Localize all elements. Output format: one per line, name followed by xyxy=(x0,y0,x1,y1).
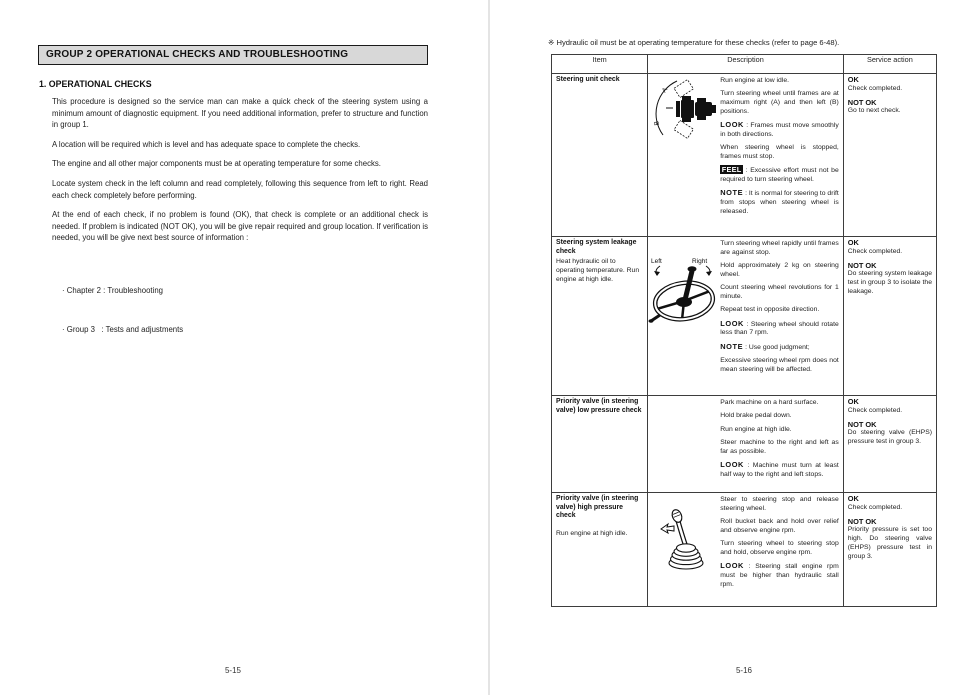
desc-paragraph: NOTE : Use good judgment; xyxy=(720,341,810,351)
not-ok-text: Priority pressure is set too high. Do steering valve (EHPS) pressure test in group 3. xyxy=(847,526,932,560)
desc-paragraph: Hold brake pedal down. xyxy=(720,412,792,420)
not-ok-label: NOT OK xyxy=(847,97,877,107)
not-ok-group xyxy=(848,99,932,117)
bullet-chapter-2: · Chapter 2 : Troubleshooting xyxy=(62,285,163,295)
desc-paragraph: Turn steering wheel to steering stop and hold, observe engine rpm. xyxy=(720,540,839,556)
table-row-priority-valve-high-pressure-check xyxy=(552,493,937,607)
bullet-group-3: · Group 3 : Tests and adjustments xyxy=(62,324,184,334)
not-ok-text: Go to next check. xyxy=(847,107,901,115)
item-title: Priority valve (in steering valve) high pressure check xyxy=(556,495,639,520)
ok-group xyxy=(848,76,932,94)
not-ok-group xyxy=(848,518,932,562)
ok-label: OK xyxy=(847,75,859,84)
figure-label-left: Left xyxy=(651,258,663,265)
note-label: NOTE xyxy=(720,341,744,351)
empty-figure-area xyxy=(648,396,720,492)
desc-paragraph: LOOK : Steering wheel should rotate less than 7 rpm. xyxy=(720,318,839,337)
page-number-right: 5-16 xyxy=(735,666,752,675)
description-cell xyxy=(648,237,844,396)
ok-group xyxy=(848,495,932,513)
desc-paragraph: Steer machine to the right and left as far as possible. xyxy=(720,438,839,455)
section-heading: 1. OPERATIONAL CHECKS xyxy=(39,79,152,89)
item-title: Steering unit check xyxy=(556,76,620,83)
desc-paragraph: Steer to steering stop and release steering wheel. xyxy=(720,496,839,512)
steering-wheel-figure xyxy=(648,237,720,395)
description-cell xyxy=(648,74,844,237)
operational-checks-table xyxy=(551,54,937,607)
item-title: Priority valve (in steering valve) low pressure check xyxy=(556,398,642,414)
group-title-bar xyxy=(38,45,428,65)
body-paragraph: Locate system check in the left column and read completely, following this sequence from left to right. Read each check completely before performing. xyxy=(52,178,428,200)
desc-paragraph: Run engine at low idle. xyxy=(720,77,790,84)
figure-label-a: A xyxy=(661,86,670,95)
not-ok-label: NOT OK xyxy=(847,260,877,270)
desc-paragraph: Repeat test in opposite direction. xyxy=(720,306,820,314)
item-cell xyxy=(552,493,648,607)
group-title: GROUP 2 OPERATIONAL CHECKS AND TROUBLESHOOTING xyxy=(46,49,349,60)
item-subtext: Run engine at high idle. xyxy=(556,530,628,538)
ok-text: Check completed. xyxy=(847,406,903,414)
desc-paragraph: Park machine on a hard surface. xyxy=(720,399,819,406)
right-page xyxy=(548,38,940,607)
item-cell xyxy=(552,396,648,493)
description-text xyxy=(720,237,843,395)
ok-text: Check completed. xyxy=(847,503,903,511)
ok-label: OK xyxy=(847,238,859,247)
figure-label-b: B xyxy=(653,120,662,126)
desc-paragraph: LOOK : Machine must turn at least half way to the right and left stops. xyxy=(720,459,839,478)
table-header-row xyxy=(552,55,937,74)
desc-paragraph: Turn steering wheel rapidly until frames are against stop. xyxy=(720,240,839,256)
desc-paragraph: NOTE : It is normal for steering to drift from stops when steering wheel is released. xyxy=(720,188,839,216)
service-action-cell xyxy=(843,74,936,237)
header-description: Description xyxy=(648,55,844,74)
page-divider xyxy=(488,0,490,695)
ok-group xyxy=(848,398,932,416)
description-cell xyxy=(648,396,844,493)
item-cell xyxy=(552,74,648,237)
desc-paragraph: Count steering wheel revolutions for 1 minute. xyxy=(720,284,839,300)
desc-paragraph: FEEL : Excessive effort must not be required to turn steering wheel. xyxy=(720,165,839,184)
ok-text: Check completed. xyxy=(847,84,903,92)
desc-paragraph: LOOK : Frames must move smoothly in both directions. xyxy=(720,120,839,138)
desc-paragraph: Hold approximately 2 kg on steering wheel. xyxy=(720,262,839,278)
table-row-priority-valve-low-pressure-check xyxy=(552,396,937,493)
look-label: LOOK xyxy=(720,120,744,130)
description-cell xyxy=(648,493,844,607)
body-paragraph: This procedure is designed so the service man can make a quick check of the steering system using a minimum amount of diagnostic equipment. If you need additional information, prefer to structure and function in group 1. xyxy=(52,97,428,130)
ok-label: OK xyxy=(847,494,859,503)
reference-list xyxy=(62,258,428,362)
not-ok-group xyxy=(848,421,932,447)
hydraulic-oil-note: ※ Hydraulic oil must be at operating temperature for these checks (refer to page 6-48). xyxy=(548,38,840,47)
table-row-steering-system-leakage-check xyxy=(552,237,937,396)
machine-top-view-figure xyxy=(648,74,720,236)
page-number-left: 5-15 xyxy=(224,666,241,675)
item-cell xyxy=(552,237,648,396)
description-text xyxy=(720,74,843,236)
desc-paragraph: Run engine at high idle. xyxy=(720,425,792,433)
service-action-cell xyxy=(843,237,936,396)
feel-label: FEEL xyxy=(721,165,742,175)
service-action-cell xyxy=(843,396,936,493)
not-ok-text: Do steering valve (EHPS) pressure test in group 3. xyxy=(847,429,932,446)
not-ok-label: NOT OK xyxy=(847,516,877,526)
body-paragraph: The engine and all other major components must be at operating temperature for some checks. xyxy=(52,159,381,169)
body-paragraph: A location will be required which is level and has adequate space to complete the checks. xyxy=(52,139,361,149)
desc-paragraph: Roll bucket back and hold over relief and observe engine rpm. xyxy=(720,518,839,534)
item-title: Steering system leakage check xyxy=(556,239,637,255)
body-paragraph: At the end of each check, if no problem is found (OK), that check is complete or an additional check is needed. If problem is indicated (NOT OK), you will be give repair required and group location. If verification is needed, you will be give next best source of information : xyxy=(52,210,428,243)
look-label: LOOK xyxy=(720,561,744,571)
not-ok-text: Do steering system leakage test in group 3 to isolate the leakage. xyxy=(847,270,932,295)
not-ok-group xyxy=(848,262,932,297)
desc-paragraph: When steering wheel is stopped, frames must stop. xyxy=(720,144,839,161)
description-text xyxy=(720,396,843,492)
ok-group xyxy=(848,239,932,257)
header-item: Item xyxy=(552,55,648,74)
desc-paragraph: Turn steering wheel until frames are at maximum right (A) and then left (B) positions. xyxy=(720,90,839,115)
description-text xyxy=(720,493,843,606)
control-lever-figure xyxy=(648,493,720,606)
table-row-steering-unit-check xyxy=(552,74,937,237)
header-service-action: Service action xyxy=(843,55,936,74)
ok-text: Check completed. xyxy=(847,247,903,255)
not-ok-label: NOT OK xyxy=(847,419,877,429)
look-label: LOOK xyxy=(720,318,744,328)
item-subtext: Heat hydraulic oil to operating temperature. Run engine at high idle. xyxy=(556,258,640,283)
ok-label: OK xyxy=(847,397,859,406)
service-action-cell xyxy=(843,493,936,607)
look-label: LOOK xyxy=(720,459,744,469)
figure-label-right: Right xyxy=(692,258,708,265)
left-page xyxy=(38,45,428,362)
note-label: NOTE xyxy=(720,188,744,198)
desc-paragraph: Excessive steering wheel rpm does not mean steering will be affected. xyxy=(720,356,839,373)
desc-paragraph: LOOK : Steering stall engine rpm must be higher than hydraulic stall rpm. xyxy=(720,561,839,588)
